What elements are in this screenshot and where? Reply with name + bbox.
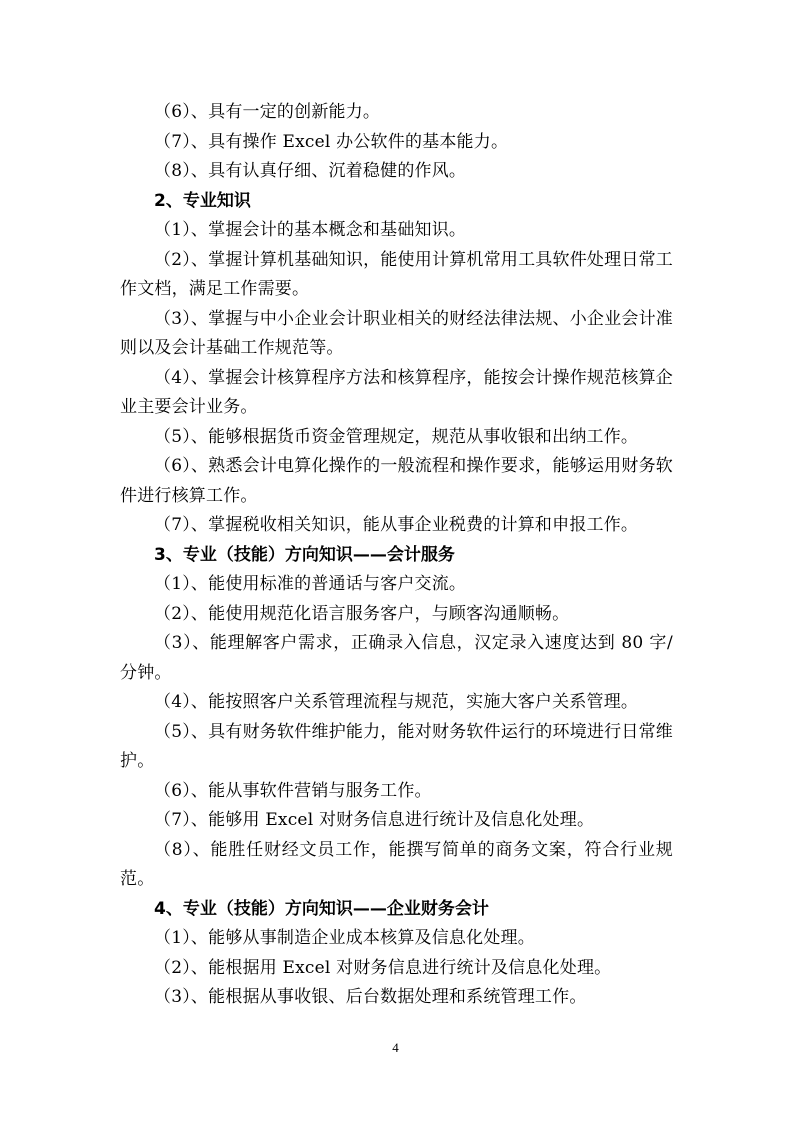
paragraph: （1）、能够从事制造企业成本核算及信息化处理。 [154,928,535,948]
paragraph: （6）、具有一定的创新能力。 [154,102,381,122]
document-body [120,98,673,1013]
paragraph: （5）、具有财务软件维护能力，能对财务软件运行的环境进行日常维护。 [120,721,673,771]
section-heading: 2、专业知识 [154,190,251,211]
paragraph: （8）、能胜任财经文员工作，能撰写简单的商务文案，符合行业规范。 [120,839,673,889]
paragraph: （8）、具有认真仔细、沉着稳健的作风。 [154,161,467,181]
paragraph: （6）、熟悉会计电算化操作的一般流程和操作要求，能够运用财务软件进行核算工作。 [120,456,673,506]
paragraph: （2）、能根据用 Excel 对财务信息进行统计及信息化处理。 [154,957,612,978]
paragraph: （4）、掌握会计核算程序方法和核算程序，能按会计操作规范核算企业主要会计业务。 [120,367,673,417]
paragraph: （2）、能使用规范化语言服务客户，与顾客沟通顺畅。 [154,603,570,624]
paragraph: （1）、掌握会计的基本概念和基础知识。 [154,220,467,240]
section-heading: 4、专业（技能）方向知识——企业财务会计 [154,898,489,919]
paragraph: （3）、能理解客户需求，正确录入信息，汉定录入速度达到 80 字/分钟。 [120,633,673,683]
paragraph: （7）、能够用 Excel 对财务信息进行统计及信息化处理。 [154,810,595,830]
paragraph: （5）、能够根据货币资金管理规定，规范从事收银和出纳工作。 [154,426,639,447]
paragraph: （4）、能按照客户关系管理流程与规范，实施大客户关系管理。 [154,692,639,712]
section-heading: 3、专业（技能）方向知识——会计服务 [154,544,455,565]
paragraph: （7）、具有操作 Excel 办公软件的基本能力。 [154,131,509,152]
paragraph: （3）、能根据从事收银、后台数据处理和系统管理工作。 [154,987,587,1007]
paragraph: （6）、能从事软件营销与服务工作。 [154,780,432,801]
paragraph: （1）、能使用标准的普通话与客户交流。 [154,574,467,594]
paragraph: （7）、掌握税收相关知识，能从事企业税费的计算和申报工作。 [154,515,639,535]
paragraph: （2）、掌握计算机基础知识，能使用计算机常用工具软件处理日常工作文档，满足工作需要。 [120,249,673,299]
paragraph: （3）、掌握与中小企业会计职业相关的财经法律法规、小企业会计准则以及会计基础工作规范等。 [120,308,673,358]
page-number: 4 [392,1040,399,1055]
